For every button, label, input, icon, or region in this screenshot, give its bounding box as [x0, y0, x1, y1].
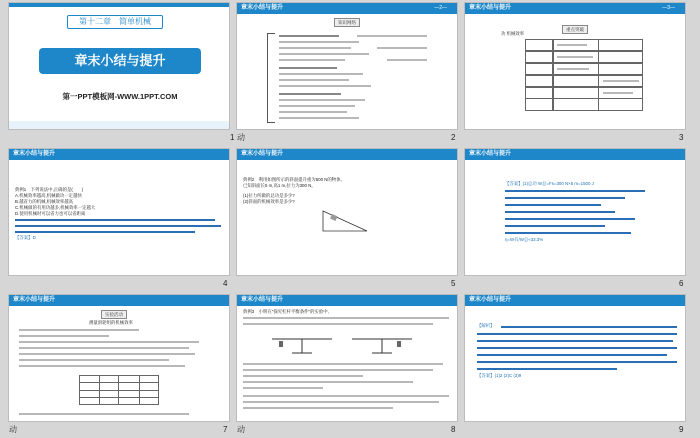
slide-number: 4	[223, 279, 228, 288]
header-text: 章末小结与提升	[469, 151, 512, 157]
slide-header	[9, 295, 229, 306]
topic-label: 功 机械效率	[501, 31, 525, 36]
slide-8-canvas	[236, 294, 458, 422]
section-subtitle: 重点突破	[562, 25, 588, 34]
slide-header	[465, 295, 685, 306]
header-text: 章末小结与提升	[241, 5, 284, 11]
slide-header	[237, 149, 457, 160]
slide-7-canvas	[8, 294, 230, 422]
lever-diagram	[267, 327, 417, 357]
animation-indicator: 动	[237, 425, 245, 434]
option-b: B.越省力的机械,机械效率越高	[15, 199, 74, 204]
header-text: 章末小结与提升	[13, 297, 56, 303]
slide-2-canvas	[236, 2, 458, 130]
slide-1-canvas	[8, 2, 230, 130]
slide-number: 6	[679, 279, 684, 288]
bottom-band	[9, 121, 230, 130]
slide-header	[237, 3, 457, 14]
incline-diagram	[321, 207, 371, 233]
analysis-label: 【解析】	[477, 323, 495, 328]
slide-header	[9, 149, 229, 160]
slide-5-canvas	[236, 148, 458, 276]
result-text: η=W有/W总≈33.3%	[505, 237, 544, 242]
top-bar	[9, 3, 230, 7]
animation-indicator: 动	[9, 425, 17, 434]
header-text: 章末小结与提升	[469, 297, 512, 303]
page-marker: —2—	[434, 5, 447, 11]
sub-question-1: (1)拉力所做的总功是多少?	[243, 193, 295, 198]
question-line: 典例2 利用如图所示的斜面提升重为500 N的物体,	[243, 177, 342, 182]
slide-number: 8	[451, 425, 456, 434]
experiment-caption: 测量滑轮组的机械效率	[89, 320, 133, 325]
slide-6-canvas	[464, 148, 686, 276]
slide-header	[465, 3, 685, 14]
question-line: 已知斜面长5 m,高1 m,拉力为300 N。	[243, 183, 316, 188]
option-a: A.机械效率越高,机械做功一定越快	[15, 193, 82, 198]
option-c: C.机械做的有用功越多,机械效率一定越大	[15, 205, 96, 210]
option-d: D.使用机械时可以省力也可以省距离	[15, 211, 86, 216]
slide-number: 2	[451, 133, 456, 142]
section-subtitle: 知识网络	[334, 18, 360, 27]
slide-number: 5	[451, 279, 456, 288]
section-subtitle: 实验活动	[101, 310, 127, 319]
answer-text: 【答案】(1)2 (2)C (3)9	[477, 373, 522, 378]
footer-text: 第一PPT模板网-WWW.1PPT.COM	[62, 92, 178, 101]
slide-number: 3	[679, 133, 684, 142]
slide-title: 章末小结与提升	[39, 48, 201, 74]
slide-4-canvas	[8, 148, 230, 276]
page-marker: —3—	[662, 5, 675, 11]
mind-map-bracket	[267, 33, 275, 123]
answer-text: 【答案】(1)总功 W总=Fs=300 N×5 m=1500 J	[505, 181, 594, 186]
slide-3-canvas	[464, 2, 686, 130]
question-line: 典例1 下列说法中,正确的是( )	[15, 187, 84, 192]
slide-9-canvas	[464, 294, 686, 422]
slide-header	[465, 149, 685, 160]
header-text: 章末小结与提升	[13, 151, 56, 157]
header-text: 章末小结与提升	[469, 5, 512, 11]
slide-number: 1	[230, 133, 235, 142]
sub-question-2: (2)斜面的机械效率是多少?	[243, 199, 295, 204]
chapter-label: 第十二章 简单机械	[67, 15, 163, 29]
header-text: 章末小结与提升	[241, 151, 284, 157]
header-text: 章末小结与提升	[241, 297, 284, 303]
slide-header	[237, 295, 457, 306]
animation-indicator: 动	[237, 133, 245, 142]
question-line: 典例3 小明在"探究杠杆平衡条件"的实验中,	[243, 309, 329, 314]
slide-number: 9	[679, 425, 684, 434]
answer-text: 【答案】D	[15, 235, 36, 240]
slide-number: 7	[223, 425, 228, 434]
